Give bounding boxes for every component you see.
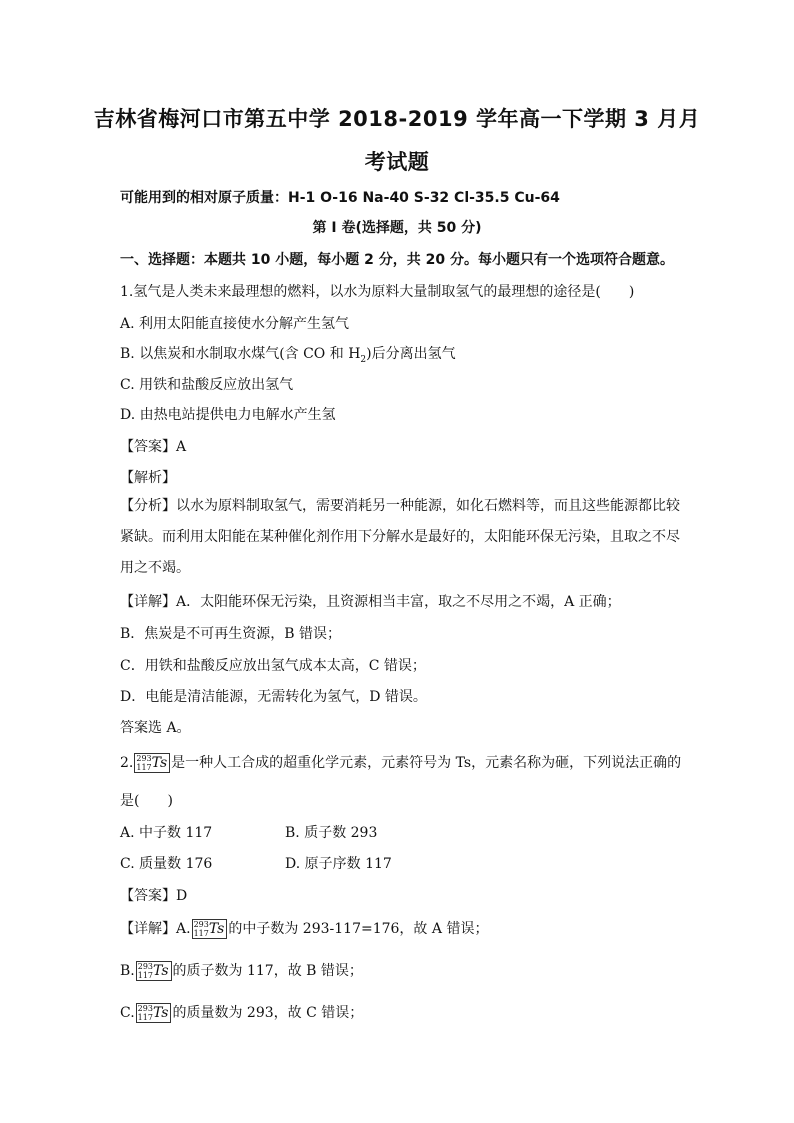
q1-option-b-tail: )后分离出氢气 — [366, 346, 456, 362]
atomic-masses: 可能用到的相对原子质量：H-1 O-16 Na-40 S-32 Cl-35.5 Cu-64 — [120, 190, 560, 206]
section1-heading: 一、选择题：本题共 10 小题，每小题 2 分，共 20 分。每小题只有一个选项符合题意。 — [120, 252, 674, 268]
nuclide-symbol: 293 117Ts — [136, 1003, 172, 1023]
q1-stem: 1.氢气是人类未来最理想的燃料，以水为原料大量制取氢气的最理想的途径是( ) — [120, 284, 635, 300]
nuclide-symbol: 293 117Ts — [192, 919, 228, 939]
q1-detail-d: D．电能是清洁能源，无需转化为氢气，D 错误。 — [120, 689, 427, 705]
nuclide-symbol: 293 117Ts — [134, 753, 170, 773]
q2-number: 2. — [120, 755, 134, 771]
q1-option-b — [120, 343, 680, 365]
q2-detail-c: C. 293 117Ts 的质量数为 293，故 C 错误； — [120, 1004, 364, 1022]
q1-option-d: D. 由热电站提供电力电解水产生氢 — [120, 407, 336, 423]
q2-stem-line2: 是( ) — [120, 793, 173, 809]
q1-answer: 【答案】A — [120, 439, 187, 455]
q2-options-row1 — [120, 822, 680, 842]
q2-detail-a: 【详解】A. 293 117Ts 的中子数为 293-117=176，故 A 错误； — [120, 920, 489, 938]
part-heading: 第 I 卷(选择题，共 50 分) — [312, 220, 482, 236]
q1-conclusion: 答案选 A。 — [120, 720, 191, 736]
q2-option-d: D. 原子序数 117 — [285, 856, 392, 872]
q1-option-c: C. 用铁和盐酸反应放出氢气 — [120, 377, 294, 393]
q2-answer: 【答案】D — [120, 888, 188, 904]
q1-detail-a: 【详解】A．太阳能环保无污染，且资源相当丰富，取之不尽用之不竭，A 正确； — [120, 594, 621, 610]
q1-option-b-subscript: 2 — [360, 354, 367, 365]
q2-stem — [120, 752, 680, 773]
q1-option-b-text: B. 以焦炭和水制取水煤气(含 CO 和 H — [120, 346, 361, 362]
q2-option-c: C. 质量数 176 — [120, 856, 213, 872]
nuclide-symbol: 293 117Ts — [136, 961, 172, 981]
document-title-line2: 考试题 — [364, 150, 430, 174]
q1-analysis: 【分析】以水为原料制取氢气，需要消耗另一种能源，如化石燃料等，而且这些能源都比较紧缺。而利用太阳能在某种催化剂作用下分解水是最好的，太阳能环保无污染，且取之不尽用之不竭。 — [120, 498, 680, 576]
q1-analysis-label: 【解析】 — [120, 470, 176, 486]
q2-detail-b: B. 293 117Ts 的质子数为 117，故 B 错误； — [120, 962, 363, 980]
q2-stem-text: 是一种人工合成的超重化学元素，元素符号为 Ts，元素名称为砸，下列说法正确的 — [171, 755, 682, 771]
document-title-line1: 吉林省梅河口市第五中学 2018-2019 学年高一下学期 3 月月 — [93, 107, 701, 131]
q1-option-a: A. 利用太阳能直接使水分解产生氢气 — [120, 316, 350, 332]
q2-option-a: A. 中子数 117 — [120, 825, 213, 841]
q1-detail-b: B．焦炭是不可再生资源，B 错误； — [120, 626, 342, 642]
q2-options-row2 — [120, 853, 680, 873]
q2-option-b: B. 质子数 293 — [285, 825, 378, 841]
q1-detail-c: C．用铁和盐酸反应放出氢气成本太高，C 错误； — [120, 658, 426, 674]
